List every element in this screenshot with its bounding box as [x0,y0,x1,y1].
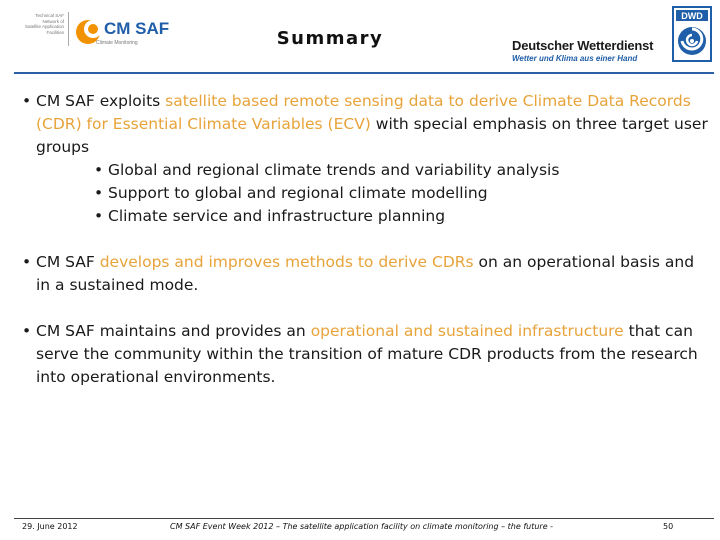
bullet-tail: that can serve the community within the transition of mature CDR products from the research into operational environments. [36,322,698,386]
bullet-highlight: satellite based remote sensing data to derive Climate Data Records (CDR) for Essential Climate Variables (ECV) [36,92,691,133]
bullet-item [20,251,710,297]
cmsaf-logo-block [16,10,170,50]
bullet-marker: • [22,322,32,340]
sub-bullet-marker: • [94,207,104,225]
sub-bullet-text: Support to global and regional climate modelling [108,184,488,202]
bullet-highlight: develops and improves methods to derive CDRs [99,253,474,271]
bullet-lead: CM SAF exploits [36,92,166,110]
partner-line: Technical SAF [35,13,64,18]
footer-divider [14,518,714,519]
footer-date: 29. June 2012 [22,522,78,531]
spacer [20,228,710,251]
partner-line: Facilities [46,29,64,35]
sub-bullet-item [20,205,710,228]
summary-content [20,90,710,389]
sub-bullet-item [20,159,710,182]
bullet-tail: on an operational basis and in a sustained mode. [36,253,695,294]
sub-bullet-text: Climate service and infrastructure planning [108,207,446,225]
dwd-emblem-icon [672,6,712,62]
dwd-slogan: Wetter und Klima aus einer Hand [512,54,638,63]
spacer [20,297,710,320]
page-number: 50 [663,522,674,531]
dwd-logo-block [508,6,714,66]
logo-divider [68,12,69,46]
footer-event: CM SAF Event Week 2012 – The satellite application facility on climate monitoring – the future - [170,522,554,531]
dwd-emblem-text: DWD [681,11,703,21]
dwd-name: Deutscher Wetterdienst [512,38,654,53]
slide-title: Summary [276,28,384,49]
partner-text [16,13,64,35]
cmsaf-name: CM SAF [104,19,170,38]
bullet-marker: • [22,253,32,271]
sub-bullet-marker: • [94,184,104,202]
bullet-tail: with special emphasis on three target user groups [36,115,708,156]
header-divider [14,72,714,74]
cmsaf-subtitle: Climate Monitoring [96,40,138,46]
sub-bullet-text: Global and regional climate trends and variability analysis [108,161,560,179]
bullet-item [20,320,710,389]
bullet-lead: CM SAF [36,253,100,271]
bullet-highlight: operational and sustained infrastructure [310,322,624,340]
bullet-marker: • [22,92,32,110]
sub-bullet-item [20,182,710,205]
bullet-item [20,90,710,159]
sub-bullet-marker: • [94,161,104,179]
partner-line: Network of [42,18,64,24]
partner-line: Satellite Application [24,24,64,29]
bullet-lead: CM SAF maintains and provides an [36,322,311,340]
